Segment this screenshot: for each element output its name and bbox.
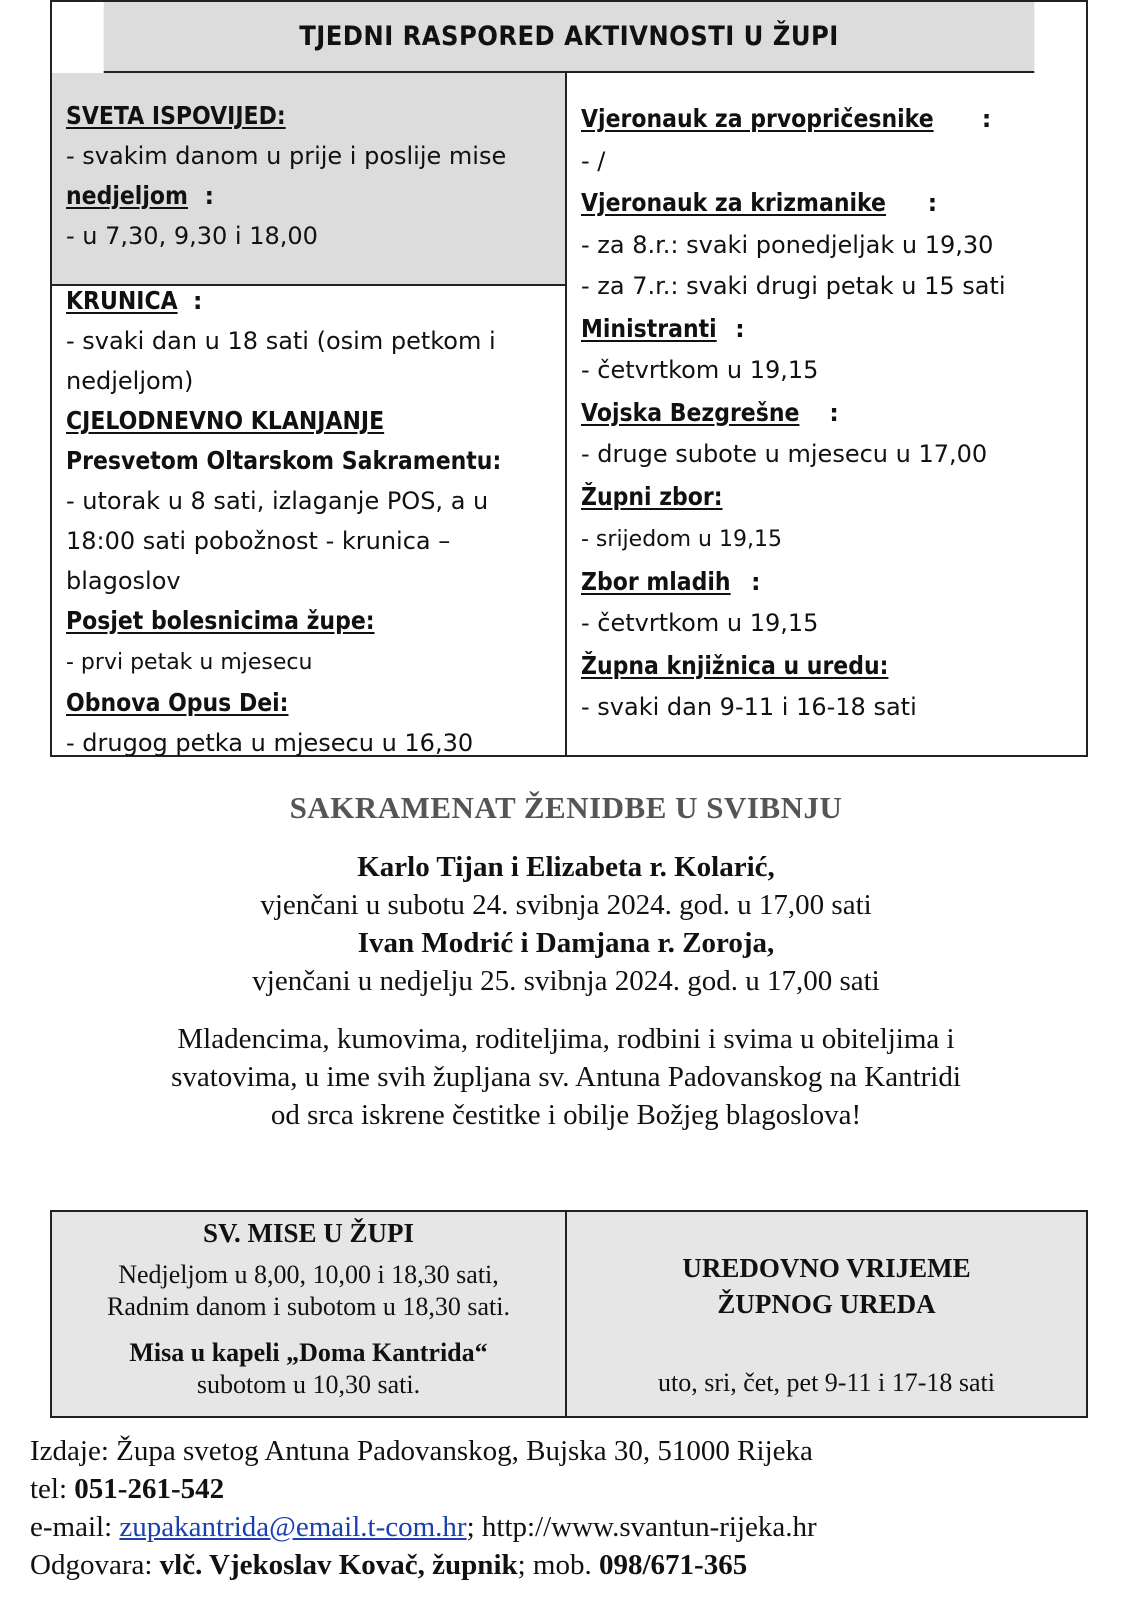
confession-heading: SVETA ISPOVIJED:	[66, 101, 286, 130]
right-column: Vjeronauk za prvopričesnike : - / Vjeronauk za krizmanike : - za 8.r.: svaki ponedjeljak u 19,30 - za 7.r.: svaki drugi petak u 15 sati Ministranti : - četvrtkom u 19,15 Vojska Bezgrešne : - druge subote u mjesecu u 17,00 Župni zbor: - srijedom u 19,15 Zbor mladih : - četvrtkom u 19,15 Župna knjižnica u uredu: - svaki dan 9-11 i 16-18 sati	[581, 98, 1006, 729]
congrats-line-2: svatovima, u ime svih župljana sv. Antuna Padovanskog na Kantridi	[171, 1061, 961, 1093]
first-communion-line: - /	[581, 146, 606, 175]
office-hours: uto, sri, čet, pet 9-11 i 17-18 sati	[658, 1368, 995, 1397]
mass-times-table	[50, 1210, 1088, 1418]
opus-dei-heading: Obnova Opus Dei:	[66, 688, 289, 717]
congratulations-text	[0, 1020, 1132, 1134]
mass-line-1: Nedjeljom u 8,00, 10,00 i 18,30 sati,	[118, 1260, 499, 1289]
sick-visit-heading: Posjet bolesnicima župe:	[66, 606, 375, 635]
adoration-line-3: blagoslov	[66, 567, 181, 595]
confirmation-heading: Vjeronauk za krizmanike	[581, 188, 886, 217]
responsible-line: Odgovara: vlč. Vjekoslav Kovač, župnik; mob. 098/671-365	[30, 1549, 748, 1581]
militia-heading: Vojska Bezgrešne	[581, 397, 800, 427]
adoration-line-2: 18:00 sati pobožnost - krunica –	[66, 527, 451, 555]
office-title-2: ŽUPNOG UREDA	[717, 1289, 936, 1319]
first-communion-heading: Vjeronauk za prvopričesnike	[581, 104, 934, 133]
choir-line: - srijedom u 19,15	[581, 527, 782, 552]
chapel-mass-time: subotom u 10,30 sati.	[196, 1370, 421, 1399]
library-heading: Župna knjižnica u uredu:	[581, 650, 889, 680]
altar-servers-heading: Ministranti	[581, 313, 717, 343]
publisher-line: Izdaje: Župa svetog Antuna Padovanskog, Bujska 30, 51000 Rijeka	[30, 1435, 813, 1467]
website: ; http://www.svantun-rijeka.hr	[466, 1511, 817, 1543]
left-column: SVETA ISPOVIJED: - svakim danom u prije i poslije mise nedjeljom : - u 7,30, 9,30 i 18,00	[66, 96, 506, 256]
adoration-line-1: - utorak u 8 sati, izlaganje POS, a u	[66, 487, 489, 515]
library-line: - svaki dan 9-11 i 16-18 sati	[581, 693, 917, 721]
email-link[interactable]: zupakantrida@email.t-com.hr	[119, 1511, 467, 1543]
couple-2-date: vjenčani u nedjelju 25. svibnja 2024. god. u 17,00 sati	[252, 965, 880, 997]
left-column-lower: KRUNICA : - svaki dan u 18 sati (osim petkom i nedjeljom) CJELODNEVNO KLANJANJE Presvetom Oltarskom Sakramentu: - utorak u 8 sati, izlaganje POS, a u 18:00 sati pobožnost - krunica – blagoslov Posjet bolesnicima župe: - prvi petak u mjesecu Obnova Opus Dei: - drugog petka u mjesecu u 16,30	[66, 281, 561, 763]
sick-visit-line: - prvi petak u mjesecu	[66, 650, 313, 675]
schedule-table	[50, 0, 1088, 757]
confirmation-line-2: - za 7.r.: svaki drugi petak u 15 sati	[581, 272, 1006, 300]
chapel-mass-title: Misa u kapeli „Doma Kantrida“	[129, 1338, 488, 1367]
confirmation-line-1: - za 8.r.: svaki ponedjeljak u 19,30	[581, 230, 994, 259]
altar-servers-line: - četvrtkom u 19,15	[581, 356, 819, 384]
rosary-line-2: nedjeljom)	[66, 367, 194, 395]
office-title-1: UREDOVNO VRIJEME	[682, 1253, 971, 1283]
couple-2-names: Ivan Modrić i Damjana r. Zoroja,	[357, 927, 775, 959]
youth-choir-heading: Zbor mladih	[581, 566, 731, 596]
couple-1-names: Karlo Tijan i Elizabeta r. Kolarić,	[357, 851, 775, 883]
office-hours-cell	[567, 1212, 1086, 1416]
adoration-heading: CJELODNEVNO KLANJANJE	[66, 406, 385, 435]
email-line: e-mail: zupakantrida@email.t-com.hr; http://www.svantun-rijeka.hr	[30, 1511, 817, 1543]
adoration-subheading: Presvetom Oltarskom Sakramentu:	[66, 446, 502, 475]
opus-dei-line: - drugog petka u mjesecu u 16,30	[66, 729, 474, 757]
responsible-name: vlč. Vjekoslav Kovač, župnik	[159, 1549, 518, 1581]
schedule-title: TJEDNI RASPORED AKTIVNOSTI U ŽUPI	[104, 2, 1035, 73]
mass-line-2: Radnim danom i subotom u 18,30 sati.	[107, 1292, 510, 1321]
wedding-section	[0, 790, 1132, 1134]
rosary-heading: KRUNICA	[66, 286, 178, 315]
choir-heading: Župni zbor:	[581, 481, 723, 511]
sunday-heading: nedjeljom	[66, 181, 188, 210]
congrats-line-3: od srca iskrene čestitke i obilje Božjeg blagoslova!	[270, 1099, 862, 1131]
phone-line: tel: 051-261-542	[30, 1473, 225, 1505]
rosary-line-1: - svaki dan u 18 sati (osim petkom i	[66, 327, 496, 355]
sunday-line: - u 7,30, 9,30 i 18,00	[66, 222, 318, 250]
congrats-line-1: Mladencima, kumovima, roditeljima, rodbini i svima u obiteljima i	[177, 1023, 955, 1055]
confession-line: - svakim danom u prije i poslije mise	[66, 142, 507, 170]
column-divider	[565, 71, 567, 755]
couple-1-date: vjenčani u subotu 24. svibnja 2024. god. u 17,00 sati	[260, 889, 872, 921]
youth-choir-line: - četvrtkom u 19,15	[581, 609, 819, 637]
mobile-number: 098/671-365	[599, 1549, 748, 1581]
footer	[30, 1432, 817, 1584]
phone-number: 051-261-542	[74, 1473, 225, 1505]
mass-times-cell	[52, 1212, 565, 1416]
mass-title: SV. MISE U ŽUPI	[202, 1218, 415, 1248]
militia-line: - druge subote u mjesecu u 17,00	[581, 440, 988, 468]
wedding-title: SAKRAMENAT ŽENIDBE U SVIBNJU	[289, 790, 843, 825]
